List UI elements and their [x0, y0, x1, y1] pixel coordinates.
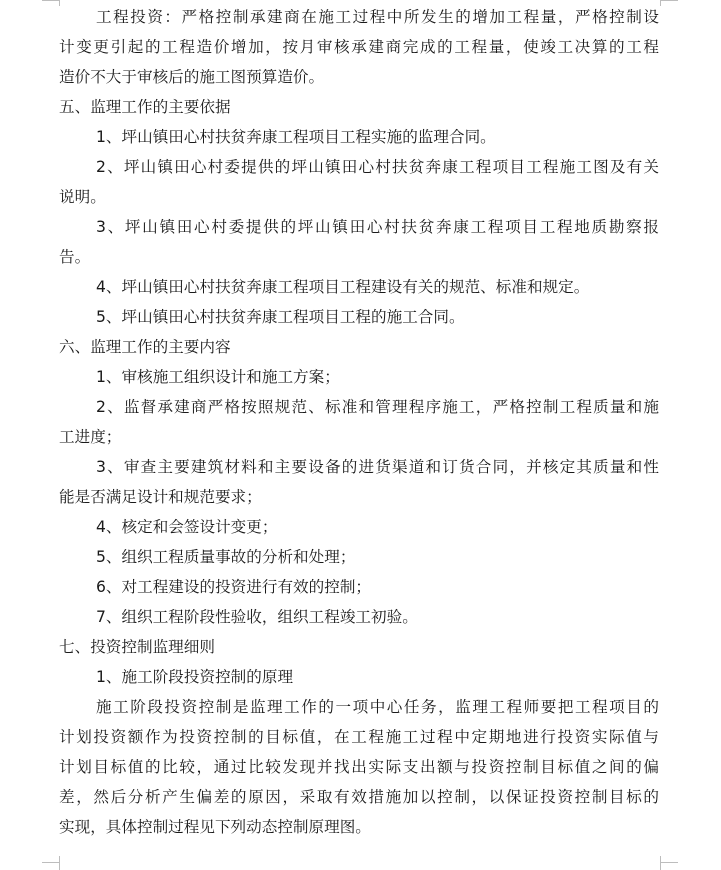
text-line: 4、核定和会签设计变更； — [96, 518, 278, 536]
text-line: 1、施工阶段投资控制的原理 — [96, 668, 294, 686]
text-line: 说明。 — [59, 188, 106, 206]
text-line: 工程投资：严格控制承建商在施工过程中所发生的增加工程量，严格控制设 — [96, 8, 659, 26]
text-line: 计划投资额作为投资控制的目标值，在工程施工过程中定期地进行投资实际值与 — [59, 728, 659, 746]
text-line: 3、审查主要建筑材料和主要设备的进货渠道和订货合同，并核定其质量和性 — [96, 458, 659, 476]
text-line: 2、监督承建商严格按照规范、标准和管理程序施工，严格控制工程质量和施 — [96, 398, 659, 416]
text-line: 6、对工程建设的投资进行有效的控制； — [96, 578, 372, 596]
text-line: 造价不大于审核后的施工图预算造价。 — [59, 68, 325, 86]
section-heading: 六、监理工作的主要内容 — [59, 338, 231, 356]
text-line: 计划目标值的比较，通过比较发现并找出实际支出额与投资控制目标值之间的偏 — [59, 758, 659, 776]
crop-mark-top-left-v — [59, 0, 60, 6]
text-line: 计变更引起的工程造价增加，按月审核承建商完成的工程量，使竣工决算的工程 — [59, 38, 659, 56]
section-heading: 七、投资控制监理细则 — [59, 638, 215, 656]
text-line: 能是否满足设计和规范要求； — [59, 488, 262, 506]
crop-mark-bottom-right-v — [660, 856, 661, 870]
text-line: 差，然后分析产生偏差的原因，采取有效措施加以控制，以保证投资控制目标的 — [59, 788, 659, 806]
text-line: 2、坪山镇田心村委提供的坪山镇田心村扶贫奔康工程项目工程施工图及有关 — [96, 158, 659, 176]
text-line: 告。 — [59, 248, 91, 266]
crop-mark-top-right-h — [660, 0, 678, 1]
crop-mark-bottom-left-v — [59, 856, 60, 870]
text-line: 1、审核施工组织设计和施工方案； — [96, 368, 340, 386]
text-line: 5、组织工程质量事故的分析和处理； — [96, 548, 356, 566]
text-line: 施工阶段投资控制是监理工作的一项中心任务，监理工程师要把工程项目的 — [96, 698, 659, 716]
text-line: 4、坪山镇田心村扶贫奔康工程项目工程建设有关的规范、标准和规定。 — [96, 278, 590, 296]
text-line: 工进度； — [59, 428, 122, 446]
crop-mark-bottom-right-h — [660, 862, 678, 863]
text-line: 3、坪山镇田心村委提供的坪山镇田心村扶贫奔康工程项目工程地质勘察报 — [96, 218, 659, 236]
crop-mark-top-right-v — [660, 0, 661, 6]
document-body — [59, 2, 659, 842]
crop-mark-bottom-left-h — [42, 862, 60, 863]
crop-mark-top-left-h — [42, 0, 60, 1]
section-heading: 五、监理工作的主要依据 — [59, 98, 231, 116]
text-line: 1、坪山镇田心村扶贫奔康工程项目工程实施的监理合同。 — [96, 128, 496, 146]
text-line: 实现，具体控制过程见下列动态控制原理图。 — [59, 818, 371, 836]
text-line: 5、坪山镇田心村扶贫奔康工程项目工程的施工合同。 — [96, 308, 465, 326]
text-line: 7、组织工程阶段性验收，组织工程竣工初验。 — [96, 608, 418, 626]
